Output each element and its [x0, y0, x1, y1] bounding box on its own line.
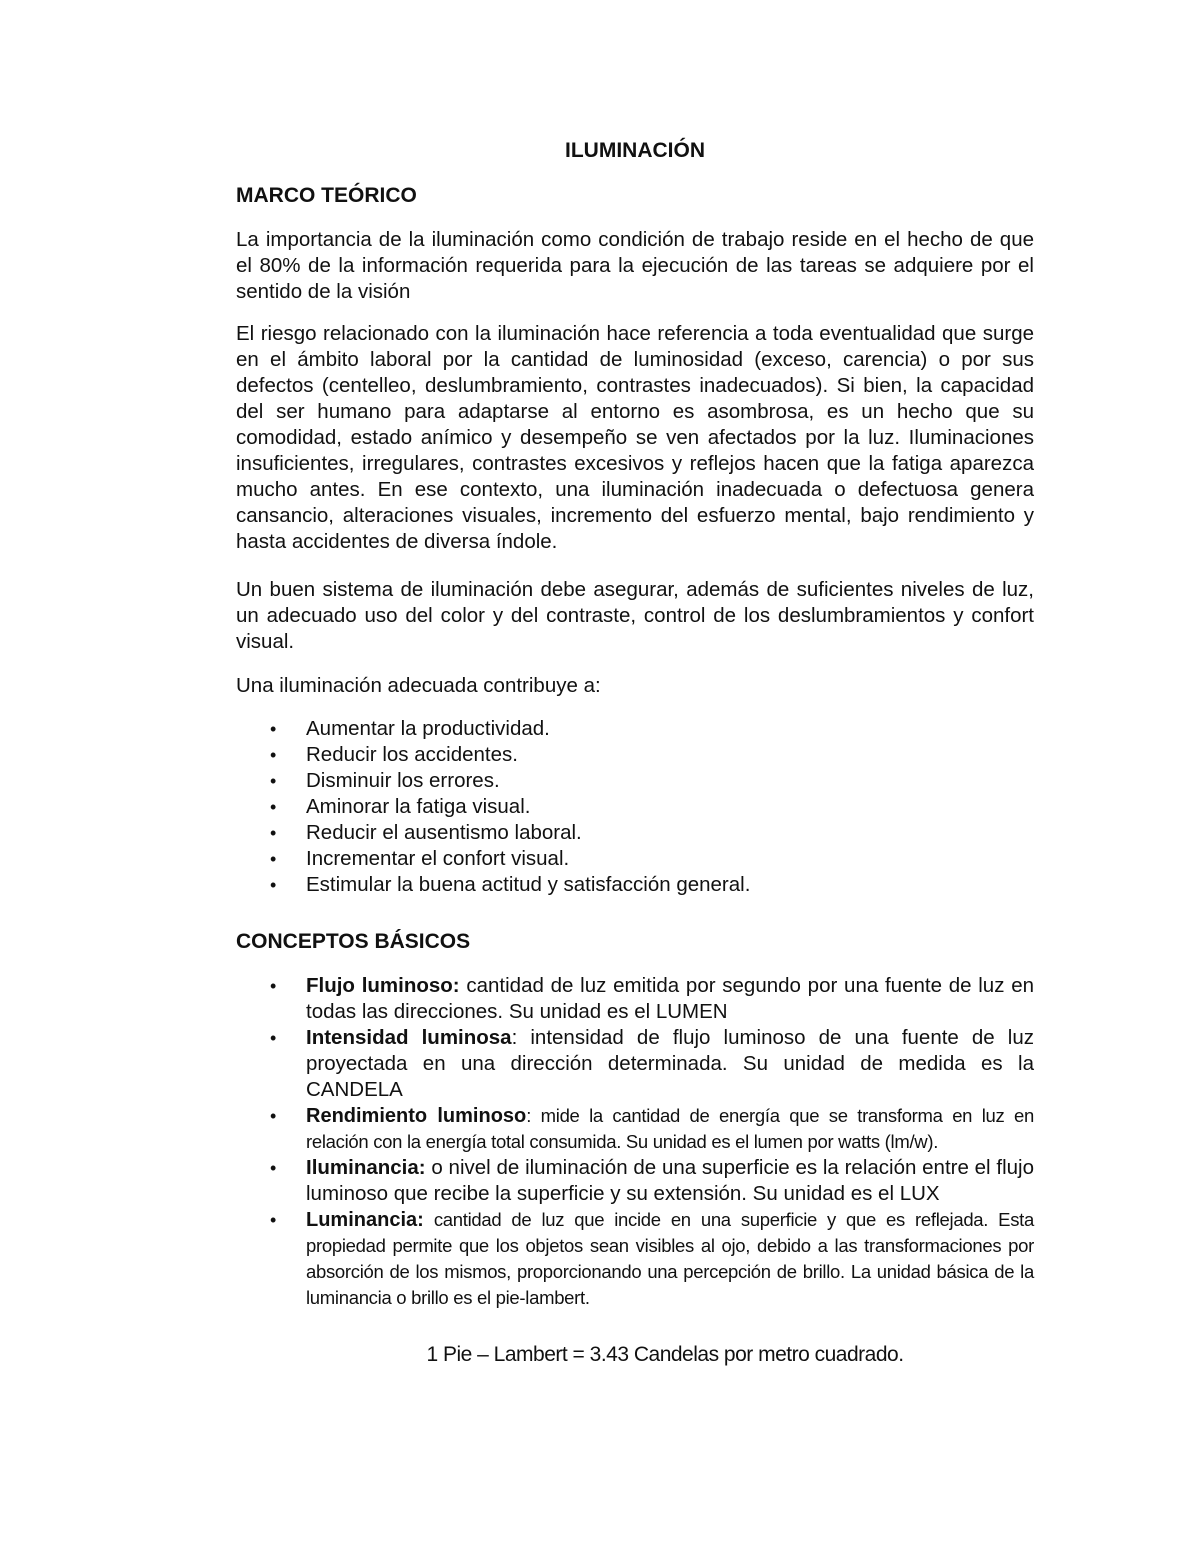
- list-item: • Incrementar el confort visual.: [270, 847, 570, 870]
- concept-term: Rendimiento luminoso: [306, 1105, 527, 1127]
- concept-item-luminancia: [236, 1207, 1034, 1311]
- list-item: • Aminorar la fatiga visual.: [270, 795, 531, 818]
- section-heading-conceptos-basicos: CONCEPTOS BÁSICOS: [236, 930, 471, 953]
- bullet-icon: •: [270, 797, 277, 817]
- bullet-icon: •: [270, 1106, 277, 1126]
- formula-pie-lambert: 1 Pie – Lambert = 3.43 Candelas por metro cuadrado.: [426, 1343, 904, 1366]
- concepts-list: [236, 973, 1034, 1311]
- list-item: • Estimular la buena actitud y satisfacción general.: [270, 873, 751, 896]
- bullet-icon: •: [270, 823, 277, 843]
- bullet-icon: •: [270, 849, 277, 869]
- paragraph-contribuye: Una iluminación adecuada contribuye a:: [236, 674, 601, 697]
- concept-term: Iluminancia:: [306, 1156, 426, 1179]
- bullet-icon: •: [270, 1158, 277, 1178]
- bullet-icon: •: [270, 745, 277, 765]
- concept-term: Luminancia:: [306, 1209, 424, 1231]
- benefits-list: [236, 716, 1034, 898]
- concept-definition: : mide la cantidad de energía que se transforma en luz en relación con la energía total consumida. Su unidad es el lumen por watts (lm/w).: [306, 1105, 1034, 1152]
- bullet-icon: •: [270, 719, 277, 739]
- concept-item-intensidad-luminosa: [236, 1025, 1034, 1103]
- list-item: • Disminuir los errores.: [270, 769, 500, 792]
- concept-item-rendimiento-luminoso: [236, 1103, 1034, 1155]
- concept-definition: cantidad de luz emitida por segundo por una fuente de luz en todas las direcciones. Su unidad es el LUMEN: [306, 974, 1034, 1023]
- concept-term: Intensidad luminosa: [306, 1026, 512, 1049]
- concept-definition: o nivel de iluminación de una superficie es la relación entre el flujo luminoso que recibe la superficie y su extensión. Su unidad es el LUX: [306, 1156, 1034, 1205]
- paragraph-riesgo: El riesgo relacionado con la iluminación hace referencia a toda eventualidad que surge en el ámbito laboral por la cantidad de luminosidad (exceso, carencia) o por sus defectos (centelleo, deslumbramiento, contrastes inadecuados). Si bien, la capacidad del ser humano para adaptarse al entorno es asombrosa, es un hecho que su comodidad, estado anímico y desempeño se ven afectados por la luz. Iluminaciones insuficientes, irregulares, contrastes excesivos y reflejos hacen que la fatiga aparezca mucho antes. En ese contexto, una iluminación inadecuada o defectuosa genera cansancio, alteraciones visuales, incremento del esfuerzo mental, bajo rendimiento y hasta accidentes de diversa índole.: [236, 322, 1034, 553]
- list-item: • Aumentar la productividad.: [270, 717, 550, 740]
- concept-definition: cantidad de luz que incide en una superficie y que es reflejada. Esta propiedad permite que los objetos sean visibles al ojo, debido a las transformaciones por absorción de los mismos, proporcionando una percepción de brillo. La unidad básica de la luminancia o brillo es el pie-lambert.: [306, 1209, 1034, 1308]
- paragraph-importancia: La importancia de la iluminación como condición de trabajo reside en el hecho de que el 80% de la información requerida para la ejecución de las tareas se adquiere por el sentido de la visión: [236, 228, 1034, 303]
- bullet-icon: •: [270, 1028, 277, 1048]
- page-title: ILUMINACIÓN: [565, 139, 705, 162]
- concept-item-iluminancia: [236, 1155, 1034, 1207]
- section-heading-marco-teorico: MARCO TEÓRICO: [236, 184, 417, 207]
- bullet-icon: •: [270, 1210, 277, 1230]
- bullet-icon: •: [270, 976, 277, 996]
- bullet-icon: •: [270, 771, 277, 791]
- paragraph-buen-sistema: Un buen sistema de iluminación debe asegurar, además de suficientes niveles de luz, un adecuado uso del color y del contraste, control de los deslumbramientos y confort visual.: [236, 578, 1034, 653]
- concept-item-flujo-luminoso: [236, 973, 1034, 1025]
- list-item: • Reducir el ausentismo laboral.: [270, 821, 582, 844]
- concept-definition: : intensidad de flujo luminoso de una fuente de luz proyectada en una dirección determinada. Su unidad de medida es la CANDELA: [306, 1026, 1034, 1101]
- concept-term: Flujo luminoso:: [306, 974, 460, 997]
- list-item: • Reducir los accidentes.: [270, 743, 518, 766]
- bullet-icon: •: [270, 875, 277, 895]
